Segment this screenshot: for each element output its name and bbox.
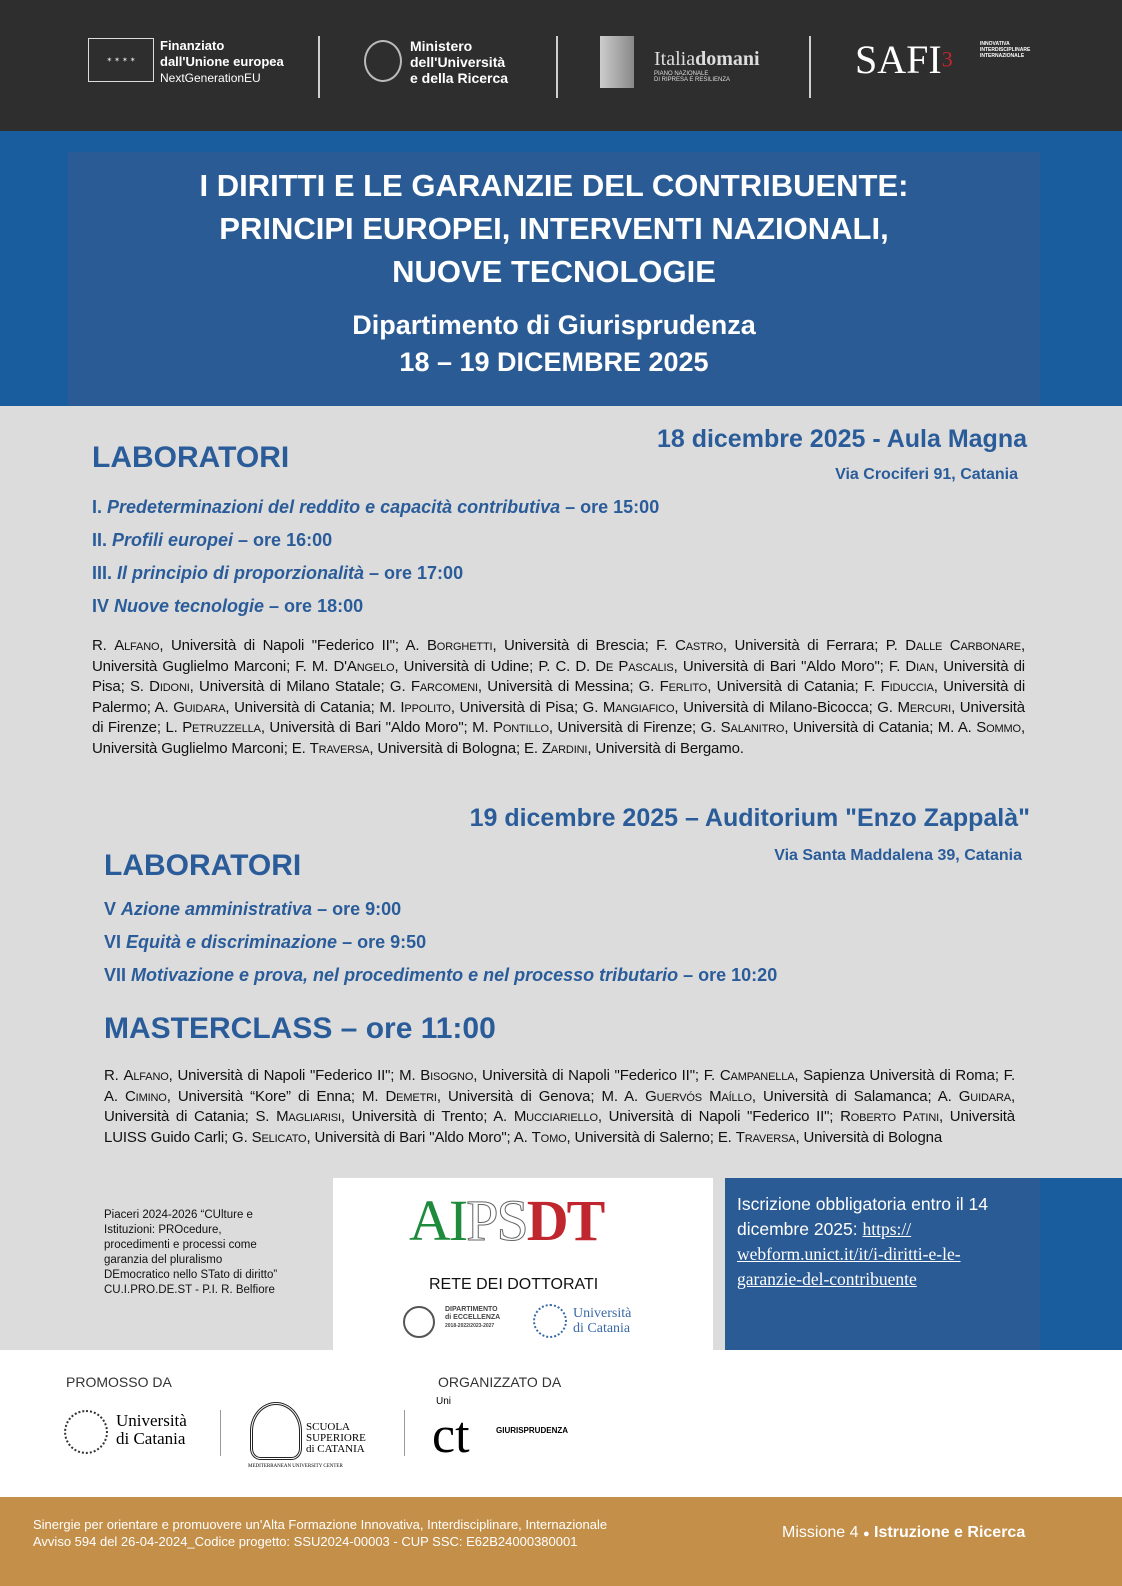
speaker-surname: Guervós Maíllo — [645, 1087, 752, 1105]
masterclass-heading: MASTERCLASS – ore 11:00 — [104, 1012, 496, 1045]
speaker: S. Didoni, Università di Milano Statale; — [129, 678, 390, 695]
speaker-surname: Ippolito — [400, 698, 451, 716]
giurisprudenza-label: GIURISPRUDENZA — [496, 1426, 569, 1435]
speaker: M. Ippolito, Università di Pisa; — [379, 698, 583, 716]
speaker: M. A. Guervós Maíllo, Università di Salamanca; — [601, 1087, 938, 1105]
speaker-surname: Farcomeni — [410, 678, 478, 695]
session-title: Predeterminazioni del reddito e capacità contributiva — [107, 497, 561, 517]
session-number: I. — [92, 497, 108, 517]
speaker-affiliation: , Università di Catania; — [225, 698, 380, 716]
safi-logo: SAFI$^3$ — [855, 37, 953, 82]
session-number: VI — [104, 932, 127, 952]
speaker-affiliation: , Università di Bologna; — [369, 739, 525, 757]
speaker-affiliation: , Università di Genova; — [436, 1087, 602, 1105]
speaker-affiliation: , Sapienza Università di Roma; — [794, 1067, 1004, 1084]
speaker-affiliation: , Università Guglielmo Marconi; — [92, 637, 1026, 675]
speaker-surname: Castro — [675, 637, 723, 654]
session-time: – ore 18:00 — [264, 596, 364, 616]
day2-heading: 19 dicembre 2025 – Auditorium "Enzo Zappalà" — [469, 804, 1030, 832]
session-item — [92, 596, 659, 617]
speaker-affiliation: , Università di Pisa; — [450, 698, 583, 716]
speaker: M. Pontillo, Università di Firenze; — [472, 719, 701, 736]
speaker-surname: Alfano — [123, 1067, 169, 1084]
speaker-surname: Alfano — [114, 637, 160, 654]
speaker-surname: Borghetti — [426, 637, 493, 654]
day1-venue: Via Crociferi 91, Catania — [835, 466, 1018, 483]
speaker-surname: Sommo — [976, 719, 1021, 736]
session-time: – ore 16:00 — [233, 530, 333, 550]
promosso-da-label: PROMOSSO DA — [66, 1374, 172, 1390]
speaker: F. Campanella, Sapienza Università di Roma; — [703, 1067, 1004, 1084]
session-number: IV — [92, 596, 115, 616]
project-line: garanzia del pluralismo — [104, 1254, 223, 1266]
footer — [0, 1497, 1122, 1586]
session-time: – ore 9:50 — [337, 932, 427, 952]
registration-link[interactable]: https:// webform.unict.it/it/i-diritti-e-le- garanzie-del-contribuente — [737, 1219, 961, 1289]
speaker-surname: Mucciariello — [513, 1108, 598, 1125]
session-time: – ore 17:00 — [364, 563, 464, 583]
speaker-surname: Tomo — [531, 1128, 567, 1146]
session-item — [92, 530, 659, 551]
promoters-section — [0, 1350, 1122, 1497]
speaker-affiliation: , Università “Kore” di Enna; — [166, 1087, 363, 1105]
ssc-tagline: MEDITERRANEAN UNIVERSITY CENTER — [248, 1464, 343, 1469]
unict-seal-icon — [64, 1410, 108, 1454]
session-number: II. — [92, 530, 113, 550]
speaker-surname: Salanitro — [720, 719, 785, 736]
project-info — [104, 1208, 277, 1298]
speaker: E. Traversa, Università di Bologna; — [291, 739, 525, 757]
speaker: M. A. Sommo, Università Guglielmo Marconi; — [92, 719, 1025, 757]
speaker-affiliation: , Università di Napoli "Federico II"; — [597, 1108, 841, 1125]
speaker-surname: Roberto Patini — [840, 1108, 940, 1125]
uni-label: Uni — [436, 1396, 452, 1407]
unict-seal-icon — [533, 1304, 567, 1338]
speaker: F. Castro, Università di Ferrara; — [656, 637, 886, 654]
speaker: E. Traversa, Università di Bologna — [717, 1128, 943, 1146]
organizzato-da-label: ORGANIZZATO DA — [438, 1374, 562, 1390]
speaker-surname: Pontillo — [493, 719, 549, 736]
project-line: CU.I.PRO.DE.ST - P.I. R. Belfiore — [104, 1284, 275, 1296]
speaker-surname: Guidara — [173, 698, 226, 716]
session-time: – ore 15:00 — [560, 497, 660, 517]
speaker-affiliation: , Università di Bari "Aldo Moro"; — [306, 1128, 514, 1146]
session-item — [92, 497, 659, 518]
day2-speakers — [104, 1066, 1015, 1148]
day2-sessions — [104, 899, 777, 998]
unict-ct-logo: ct — [432, 1407, 470, 1464]
eu-logo-text: Finanziato dall'Unione europea NextGenerationEU — [160, 38, 284, 85]
speaker: G. Farcomeni, Università di Messina; — [389, 678, 639, 695]
aipsdt-logo: AIPSDT — [409, 1188, 604, 1253]
mur-logo-text: Ministero dell'Università e della Ricerca — [410, 38, 509, 86]
speaker-affiliation: , Università di Udine; — [394, 657, 539, 675]
speaker-surname: Fiduccia — [880, 678, 934, 695]
speaker-affiliation: , Università di Salerno; — [566, 1128, 718, 1146]
speaker: P. C. D. De Pascalis, Università di Bari "Aldo Moro"; — [538, 657, 889, 675]
speaker: G. Mangiafico, Università di Milano-Bicocca; — [582, 698, 878, 716]
speaker-affiliation: , Università di Bari "Aldo Moro"; — [673, 657, 889, 675]
speaker-affiliation: , Università di Firenze; — [92, 698, 1025, 736]
speaker-affiliation: , Università di Catania; — [784, 719, 938, 736]
speaker-surname: Zardini — [541, 739, 588, 757]
speaker: M. Demetri, Università di Genova; — [362, 1087, 602, 1105]
divider — [556, 36, 558, 98]
speaker-affiliation: , Università di Bergamo. — [587, 739, 744, 757]
speaker: G. Salanitro, Università di Catania; — [700, 719, 938, 736]
speaker: M. Bisogno, Università di Napoli "Federico II"; — [399, 1067, 704, 1084]
project-line: DEmocratico nello STato di diritto” — [104, 1269, 278, 1281]
session-title: Equità e discriminazione — [126, 932, 338, 952]
speaker-surname: Magliarisi — [276, 1108, 341, 1125]
ssc-emblem-icon — [250, 1402, 302, 1460]
session-number: VII — [104, 965, 132, 985]
session-time: – ore 10:20 — [678, 965, 778, 985]
speaker-affiliation: , Università di Catania; — [104, 1087, 1015, 1125]
session-time: – ore 9:00 — [312, 899, 402, 919]
session-item — [92, 563, 659, 584]
speaker: G. Selicato, Università di Bari "Aldo Moro"; — [232, 1128, 514, 1146]
divider — [220, 1410, 221, 1456]
day2-venue: Via Santa Maddalena 39, Catania — [774, 847, 1022, 864]
speaker-affiliation: , Università di Messina; — [477, 678, 639, 695]
title-panel — [68, 152, 1040, 406]
speaker: F. A. Cimino, Università “Kore” di Enna; — [104, 1067, 1016, 1105]
speaker: F. Dian, Università di Pisa; — [92, 657, 1025, 695]
speaker-surname: Traversa — [309, 739, 370, 757]
speaker-affiliation: , Università di Bologna — [795, 1128, 943, 1146]
registration-box: Iscrizione obbligatoria entro il 14 dicembre 2025: https:// webform.unict.it/it/i-diritti-e-le- garanzie-del-contribuente — [725, 1178, 1040, 1350]
speaker-surname: Demetri — [385, 1087, 437, 1105]
session-item — [104, 965, 777, 986]
speaker-surname: Selicato — [251, 1128, 307, 1146]
speaker: A. Tomo, Università di Salerno; — [513, 1128, 718, 1146]
event-title: I DIRITTI E LE GARANZIE DEL CONTRIBUENTE: PRINCIPI EUROPEI, INTERVENTI NAZIONALI, NUOVE TECNOLOGIE — [199, 168, 909, 289]
speaker-affiliation: , Università di Ferrara; — [722, 637, 886, 654]
speaker-surname: Mangiafico — [602, 698, 675, 716]
speaker: P. Dalle Carbonare, Università Guglielmo Marconi; — [92, 637, 1026, 675]
project-line: Istituzioni: PROcedure, — [104, 1224, 222, 1236]
speaker-affiliation: , Università di Milano-Bicocca; — [674, 698, 878, 716]
speaker-surname: De Pascalis — [595, 657, 674, 675]
speaker-affiliation: , Università di Trento; — [340, 1108, 494, 1125]
divider — [318, 36, 320, 98]
unict-logo-text: Università di Catania — [116, 1411, 187, 1448]
day1-heading: 18 dicembre 2025 - Aula Magna — [656, 425, 1027, 453]
session-title: Il principio di proporzionalità — [117, 563, 365, 583]
rete-dottorati-label: RETE DEI DOTTORATI — [429, 1276, 599, 1293]
day1-speakers — [92, 636, 1025, 759]
speaker-surname: Traversa — [735, 1128, 796, 1146]
speaker-affiliation: , Università di Napoli "Federico II"; — [168, 1067, 400, 1084]
emblem-icon — [364, 40, 402, 82]
speaker-surname: D'Angelo — [333, 657, 395, 675]
session-title: Nuove tecnologie — [114, 596, 265, 616]
divider — [809, 36, 811, 98]
speaker: A. Mucciariello, Università di Napoli "Federico II"; — [493, 1108, 841, 1125]
speaker: E. Zardini, Università di Bergamo. — [524, 739, 744, 757]
session-number: V — [104, 899, 122, 919]
unict-logo-text: Università di Catania — [573, 1306, 632, 1336]
speaker: A. Guidara, Università di Catania; — [104, 1087, 1015, 1125]
speaker: S. Magliarisi, Università di Trento; — [255, 1108, 494, 1125]
speaker-surname: Guidara — [958, 1087, 1011, 1105]
session-title: Motivazione e prova, nel procedimento e nel processo tributario — [131, 965, 679, 985]
speaker-affiliation: , Università di Palermo; — [92, 678, 1026, 716]
day2-laboratori-label: LABORATORI — [104, 849, 302, 882]
event-subtitle: Dipartimento di Giurisprudenza 18 – 19 DICEMBRE 2025 — [352, 310, 756, 377]
dipartimento-eccellenza: DIPARTIMENTO di ECCELLENZA 2018-2022/2023-2027 — [445, 1306, 501, 1329]
session-item — [104, 932, 777, 953]
project-line: procedimenti e processi come — [104, 1239, 257, 1251]
speaker-affiliation: , Università Guglielmo Marconi; — [92, 719, 1025, 757]
footer-mission: Missione 4 ● Istruzione e Ricerca — [782, 1524, 1026, 1541]
speaker-affiliation: , Università di Bari "Aldo Moro"; — [260, 719, 473, 736]
scales-icon — [403, 1306, 435, 1338]
speaker: L. Petruzzella, Università di Bari "Aldo Moro"; — [165, 719, 473, 736]
session-item — [104, 899, 777, 920]
speaker-affiliation: , Università di Firenze; — [548, 719, 701, 736]
bullet-icon: ● — [862, 1528, 870, 1540]
speaker: F. Fiduccia, Università di Palermo; — [92, 678, 1026, 716]
speaker-affiliation: , Università di Pisa; — [92, 657, 1025, 695]
speaker-surname: Campanella — [719, 1067, 795, 1084]
speaker-surname: Mercuri — [897, 698, 952, 716]
speaker-affiliation: , Università di Salamanca; — [751, 1087, 938, 1105]
aipsdt-box — [333, 1178, 713, 1350]
eu-flag-icon: ✶ ✶ ✶ ✶ — [88, 38, 154, 82]
speaker-affiliation: , Università di Napoli "Federico II"; — [473, 1067, 704, 1084]
speaker-affiliation: , Università LUISS Guido Carli; — [104, 1108, 1015, 1146]
ssc-logo-text: SCUOLA SUPERIORE di CATANIA — [306, 1421, 366, 1455]
project-line: Piaceri 2024-2026 “CUlture e — [104, 1209, 253, 1221]
speaker: R. Alfano, Università di Napoli "Federico II"; — [92, 637, 406, 654]
speaker-affiliation: , Università di Milano Statale; — [189, 678, 390, 695]
blue-strip — [1040, 1178, 1122, 1350]
day1-laboratori-label: LABORATORI — [92, 441, 290, 474]
session-title: Azione amministrativa — [121, 899, 313, 919]
session-number: III. — [92, 563, 118, 583]
speaker: R. Alfano, Università di Napoli "Federico II"; — [104, 1067, 400, 1084]
speaker-affiliation: , Università di Catania; — [707, 678, 864, 695]
safi-subtitle: INNOVATIVA INTERDISCIPLINARE INTERNAZIONALE — [980, 41, 1031, 59]
divider — [404, 1410, 405, 1456]
italiadomani-mark-icon — [600, 36, 634, 88]
speaker-surname: Dian — [905, 657, 934, 675]
speaker-surname: Cimino — [124, 1087, 167, 1105]
logo-header — [0, 0, 1122, 131]
speaker-surname: Dalle Carbonare — [905, 637, 1021, 654]
speaker-surname: Petruzzella — [182, 719, 261, 736]
footer-project-text: Sinergie per orientare e promuovere un'Alta Formazione Innovativa, Interdisciplinare, Internazionale Avviso 594 del 26-04-2024_Codice progetto: SSU2024-00003 - CUP SSC: E62B24000380001 — [33, 1517, 608, 1549]
speaker-surname: Didoni — [149, 678, 190, 695]
speaker: F. M. D'Angelo, Università di Udine; — [295, 657, 539, 675]
speaker-affiliation: , Università di Napoli "Federico II"; — [159, 637, 406, 654]
speaker-surname: Bisogno — [420, 1067, 474, 1084]
speaker: G. Ferlito, Università di Catania; — [638, 678, 864, 695]
day1-sessions — [92, 497, 659, 629]
speaker: G. Mercuri, Università di Firenze; — [92, 698, 1025, 736]
speaker: A. Guidara, Università di Catania; — [154, 698, 380, 716]
italiadomani-logo: Italiadomani PIANO NAZIONALE DI RIPRESA E RESILIENZA — [654, 48, 760, 83]
session-title: Profili europei — [112, 530, 234, 550]
speaker-surname: Ferlito — [659, 678, 708, 695]
speaker: A. Borghetti, Università di Brescia; — [405, 637, 657, 654]
speaker-affiliation: , Università di Brescia; — [492, 637, 657, 654]
